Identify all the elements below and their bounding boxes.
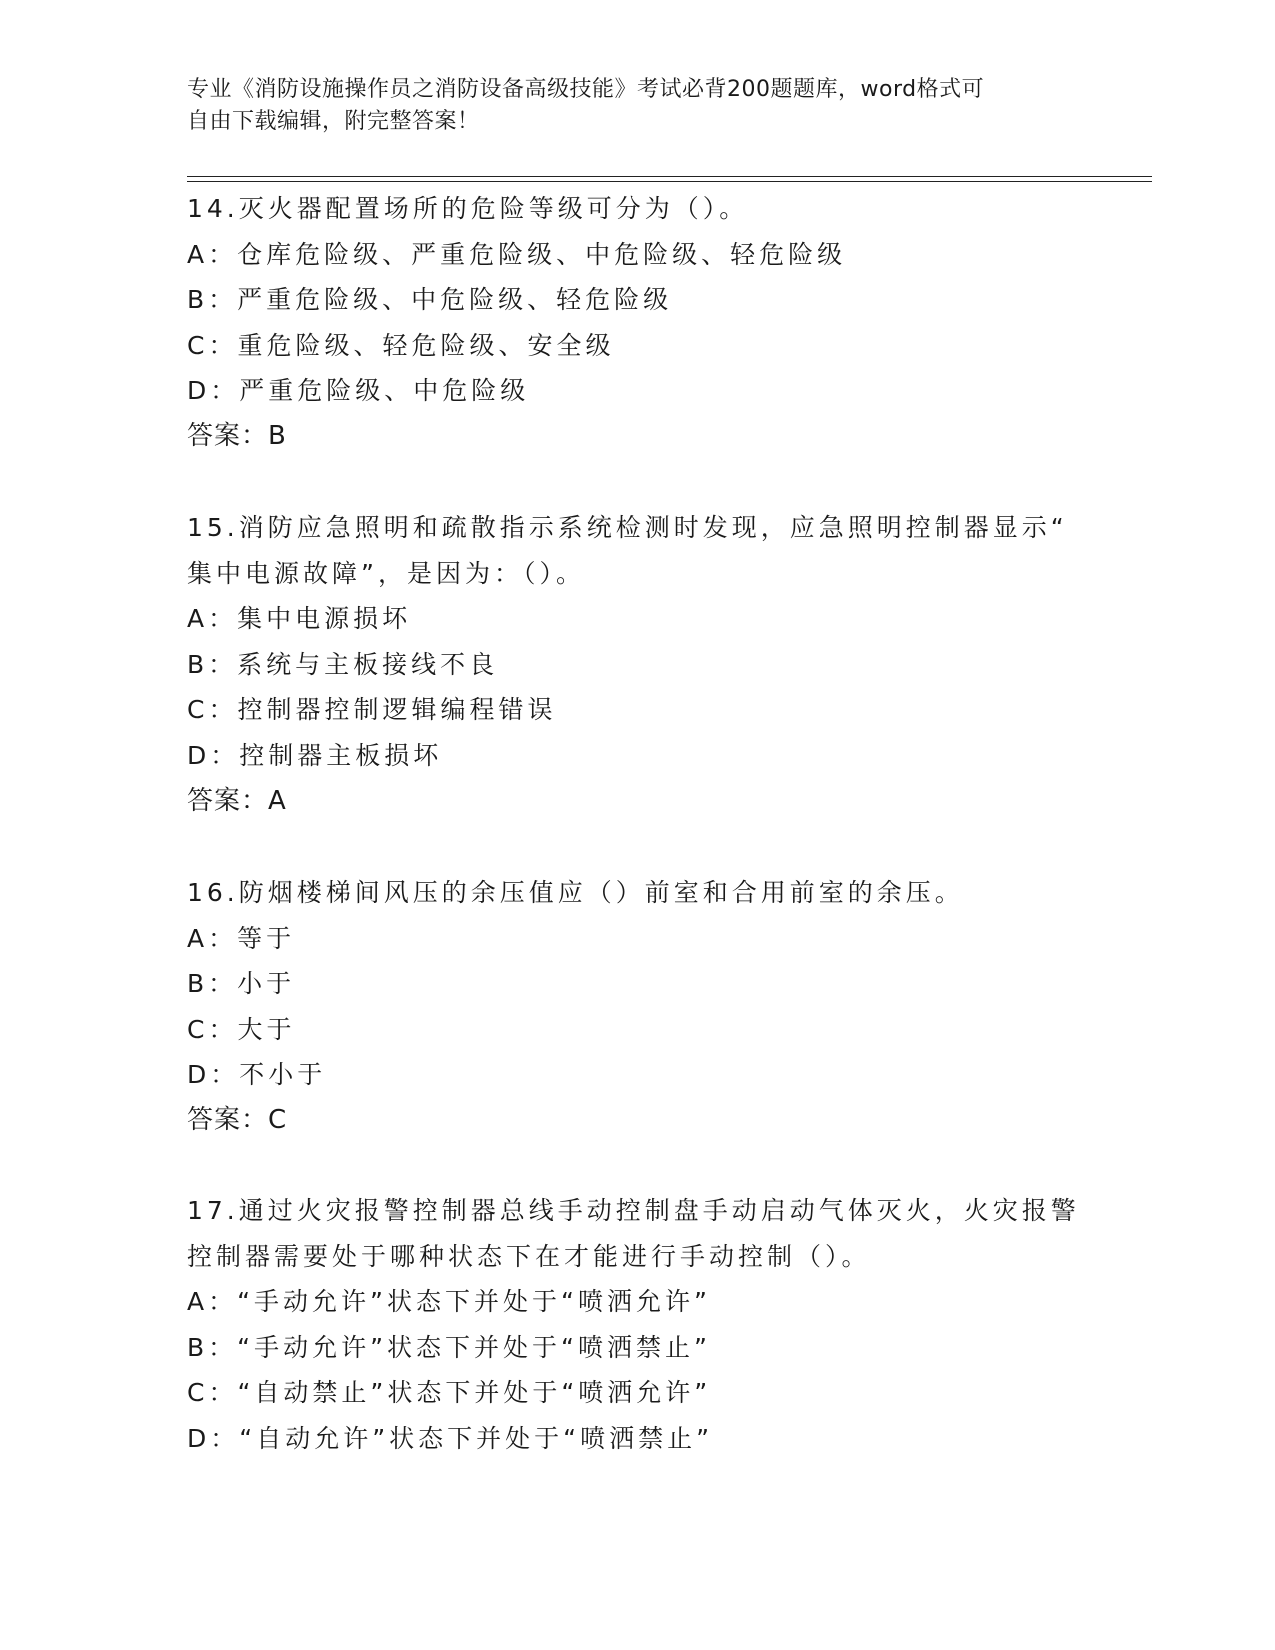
option-b: B：系统与主板接线不良 (187, 649, 499, 679)
option-d: D：不小于 (187, 1060, 327, 1090)
option-c: C：“自动禁止”状态下并处于“喷洒允许” (187, 1378, 712, 1408)
question-stem-continued: 控制器需要处于哪种状态下在才能进行手动控制（）。 (187, 1241, 871, 1271)
document-header (187, 74, 1067, 138)
answer-label: 答案：B (187, 420, 287, 451)
header-line-2: 自由下载编辑，附完整答案！ (187, 109, 480, 134)
question-stem: 17.通过火灾报警控制器总线手动控制盘手动启动气体灭火，火灾报警 (187, 1196, 1080, 1225)
option-a: A：等于 (187, 923, 296, 953)
option-d: D：控制器主板损坏 (187, 740, 443, 770)
answer-label: 答案：A (187, 785, 287, 816)
option-a: A：“手动允许”状态下并处于“喷洒允许” (187, 1287, 711, 1317)
question-stem: 15.消防应急照明和疏散指示系统检测时发现，应急照明控制器显示“ (187, 513, 1068, 542)
option-b: B：“手动允许”状态下并处于“喷洒禁止” (187, 1332, 711, 1362)
question-17 (187, 1188, 1087, 1462)
header-divider-bottom (187, 181, 1152, 182)
option-a: A：集中电源损坏 (187, 604, 412, 634)
question-15 (187, 505, 1087, 824)
question-stem: 14.灭火器配置场所的危险等级可分为（）。 (187, 194, 749, 223)
header-line-1: 专业《消防设施操作员之消防设备高级技能》考试必背200题题库，word格式可 (187, 77, 985, 102)
question-stem: 16.防烟楼梯间风压的余压值应（）前室和合用前室的余压。 (187, 878, 964, 907)
option-b: B：严重危险级、中危险级、轻危险级 (187, 285, 673, 315)
answer-label: 答案：C (187, 1104, 288, 1135)
option-d: D：“自动允许”状态下并处于“喷洒禁止” (187, 1423, 714, 1453)
option-d: D：严重危险级、中危险级 (187, 376, 530, 406)
option-a: A：仓库危险级、严重危险级、中危险级、轻危险级 (187, 239, 847, 269)
option-b: B：小于 (187, 969, 296, 999)
header-divider-top (187, 176, 1152, 177)
question-14 (187, 186, 1087, 460)
question-stem-continued: 集中电源故障”，是因为：（）。 (187, 558, 585, 588)
question-16 (187, 870, 1087, 1144)
option-c: C：大于 (187, 1014, 296, 1044)
option-c: C：控制器控制逻辑编程错误 (187, 695, 557, 725)
option-c: C：重危险级、轻危险级、安全级 (187, 330, 615, 360)
